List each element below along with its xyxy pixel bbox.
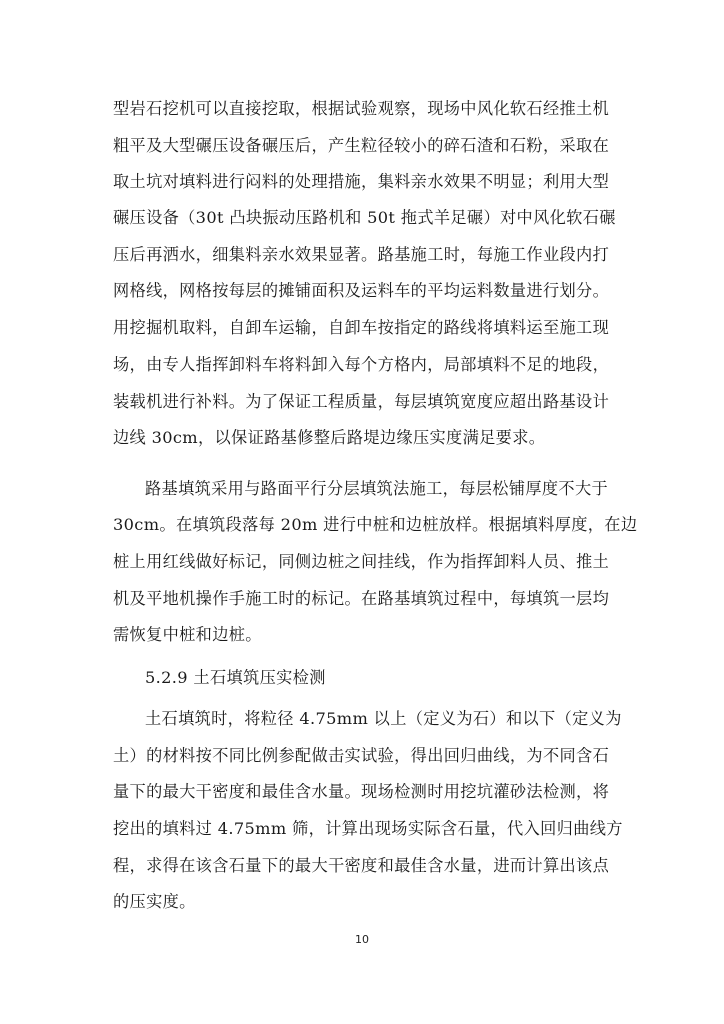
text-line: 用挖掘机取料，自卸车运输，自卸车按指定的路线将填料运至施工现 [113,318,610,337]
text-line: 土）的材料按不同比例参配做击实试验，得出回归曲线，为不同含石 [113,746,610,765]
text-line: 量下的最大干密度和最佳含水量。现场检测时用挖坑灌砂法检测，将 [113,782,610,801]
text-line: 需恢复中桩和边桩。 [113,625,262,644]
text-line: 土石填筑时，将粒径 4.75mm 以上（定义为石）和以下（定义为 [145,709,622,728]
text-line: 碾压设备（30t 凸块振动压路机和 50t 拖式羊足碾）对中风化软石碾 [113,208,616,227]
text-line: 压后再洒水，细集料亲水效果显著。路基施工时，每施工作业段内打 [113,245,610,264]
section-heading: 5.2.9 土石填筑压实检测 [145,668,326,687]
text-line: 装载机进行补料。为了保证工程质量，每层填筑宽度应超出路基设计 [113,392,610,411]
text-line: 粗平及大型碾压设备碾压后，产生粒径较小的碎石渣和石粉，采取在 [113,136,610,155]
text-line: 网格线，网格按每层的摊铺面积及运料车的平均运料数量进行划分。 [113,281,610,300]
text-line: 边线 30cm，以保证路基修整后路堤边缘压实度满足要求。 [113,428,546,447]
text-line: 程，求得在该含石量下的最大干密度和最佳含水量，进而计算出该点 [113,856,610,875]
text-line: 型岩石挖机可以直接挖取，根据试验观察，现场中风化软石经推土机 [113,99,610,118]
text-line: 挖出的填料过 4.75mm 筛，计算出现场实际含石量，代入回归曲线方 [113,819,623,838]
page-number: 10 [355,933,369,946]
text-line: 机及平地机操作手施工时的标记。在路基填筑过程中，每填筑一层均 [113,589,610,608]
text-line: 30cm。在填筑段落每 20m 进行中桩和边桩放样。根据填料厚度，在边 [113,515,638,534]
text-line: 路基填筑采用与路面平行分层填筑法施工，每层松铺厚度不大于 [145,479,609,498]
text-line: 场，由专人指挥卸料车将料卸入每个方格内，局部填料不足的地段， [113,355,610,374]
text-line: 的压实度。 [113,892,196,911]
text-line: 取土坑对填料进行闷料的处理措施，集料亲水效果不明显；利用大型 [113,172,610,191]
text-line: 桩上用红线做好标记，同侧边桩之间挂线，作为指挥卸料人员、推土 [113,552,610,571]
